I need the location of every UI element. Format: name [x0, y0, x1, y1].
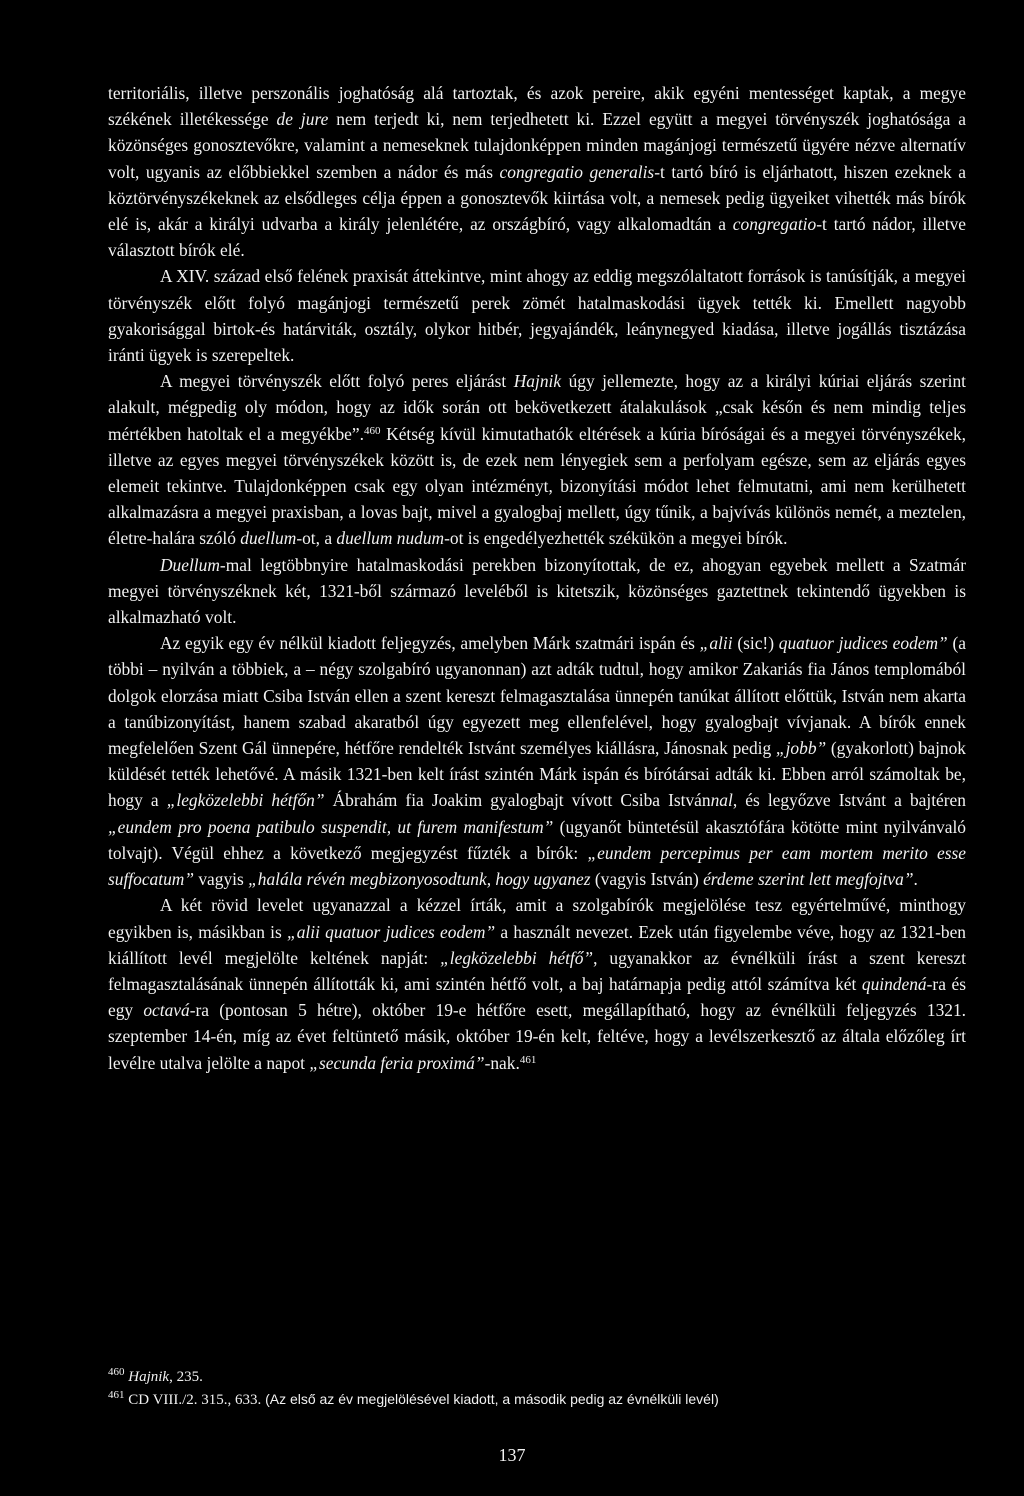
- footnotes: [108, 1366, 966, 1411]
- paragraph: Az egyik egy év nélkül kiadott feljegyzés, amelyben Márk szatmári ispán és „alii (sic!) quatuor judices eodem” (a többi – nyilván a többiek, a – négy szolgabíró ugyanonnan) azt adták tudtul, hogy amikor Zakariás fia János templomából dolgok elorzása miatt Csiba István ellen a szent kereszt felmagasztalása ünnepén tanúkat állított előttük, István nem akarta a tanúbizonyítást, hanem szabad akaratból úgy egyezett meg ellenfelével, hogy gyalogbajt vívjanak. A bírók ennek megfelelően Szent Gál ünnepére, hétfőre rendelték Istvánt személyes kiállásra, Jánosnak pedig „jobb” (gyakorlott) bajnok küldését tették lehetővé. A másik 1321-ben kelt írást szintén Márk ispán és bírótársai adták ki. Ebben arról számoltak be, hogy a „legközelebbi hétfőn” Ábrahám fia Joakim gyalogbajt vívott Csiba Istvánnal, és legyőzve Istvánt a bajtéren „eundem pro poena patibulo suspendit, ut furem manifestum” (ugyanőt büntetésül akasztófára kötötte mint nyilvánvaló tolvajt). Végül ehhez a következő megjegyzést fűzték a bírók: „eundem percepimus per eam mortem merito esse suffocatum” vagyis „halála révén megbizonyosodtunk, hogy ugyanez (vagyis István) érdeme szerint lett megfojtva”.: [108, 633, 966, 890]
- footnote-text: Hajnik, 235.: [128, 1369, 203, 1385]
- footnote-number: 460: [108, 1366, 125, 1378]
- page-number: 137: [498, 1445, 526, 1465]
- footnote: [108, 1388, 966, 1411]
- paragraph: A két rövid levelet ugyanazzal a kézzel írták, amit a szolgabírók megjelölése tesz egyértelművé, minthogy egyikben is, másikban is „alii quatuor judices eodem” a használt nevezet. Ezek után figyelembe véve, hogy az 1321-ben kiállított levél megjelölte keltének napját: „legközelebbi hétfő”, ugyanakkor az évnélküli írást a szent kereszt felmagasztalásának ünnepén állították ki, ami szintén hétfő volt, a baj határnapja pedig attól számítva két quindená-ra és egy octavá-ra (pontosan 5 hétre), október 19-e hétfőre esett, megállapítható, hogy az évnélküli feljegyzés 1321. szeptember 14-én, míg az évet feltüntető másik, október 19-én kelt, feltéve, hogy a levélszerkesztő az általa előzőleg írt levélre utalva jelölte a napot „secunda feria proximá”-nak.$^{461}$: [108, 895, 967, 1073]
- paragraph: A XIV. század első felének praxisát áttekintve, mint ahogy az eddig megszólaltatott források is tanúsítják, a megyei törvényszék előtt folyó magánjogi természetű perek zömét hatalmaskodási ügyek tették ki. Emellett nagyobb gyakorisággal birtok-és határviták, osztály, olykor hitbér, jegyajándék, leánynegyed kiadása, illetve jogállás tisztázása iránti ügyek is szerepeltek.: [108, 266, 966, 366]
- footnote-text: CD VIII./2. 315., 633. (Az első az év megjelölésével kiadott, a második pedig az évnélküli levél): [124, 1391, 719, 1408]
- footnote: [108, 1366, 966, 1388]
- paragraph: territoriális, illetve perszonális joghatóság alá tartoztak, és azok pereire, akik egyéni mentességet kaptak, a megye székének illetékessége de jure nem terjedt ki, nem terjedhetett ki. Ezzel együtt a megyei törvényszék joghatósága a közönséges gonosztevőkre, valamint a nemeseknek tulajdonképpen minden magánjogi természetű ügyére nézve alternatív volt, ugyanis az előbbiekkel szemben a nádor és más congregatio generalis-t tartó bíró is eljárhatott, hiszen ezeknek a köztörvényszékeknek az elsődleges célja éppen a gonosztevők kiirtása volt, a nemesek pedig ügyeiket vihették más bírók elé is, akár a királyi udvarba a király jelenlétére, az országbíró, vagy alkalomadtán a congregatio-t tartó nádor, illetve választott bírók elé.: [108, 83, 966, 261]
- footnote-number: 461: [108, 1389, 125, 1401]
- paragraph: A megyei törvényszék előtt folyó peres eljárást Hajnik úgy jellemezte, hogy az a királyi kúriai eljárás szerint alakult, mégpedig oly módon, hogy az idők során ott bekövetkezett átalakulások „csak későn és nem mindig teljes mértékben hatoltak el a megyékbe”.$^{460}$ Kétség kívül kimutathatók eltérések a kúria bíróságai és a megyei törvényszékek, illetve az egyes megyei törvényszékek között is, de ezek nem lényegiek sem a perfolyam egésze, sem az eljárás egyes elemeit tekintve. Tulajdonképpen csak egy olyan intézményt, bizonyítási módot lehet felmutatni, ami nem kerülhetett alkalmazásra a megyei praxisban, a lovas bajt, mivel a gyalogbaj mellett, úgy tűnik, a bajvívás különös nemét, a meztelen, életre-halára szóló duellum-ot, a duellum nudum-ot is engedélyezhették székükön a megyei bírók.: [108, 371, 966, 549]
- paragraph: Duellum-mal legtöbbnyire hatalmaskodási perekben bizonyítottak, de ez, ahogyan egyebek mellett a Szatmár megyei törvényszéknek két, 1321-ből származó leveléből is kitetszik, közönséges gaztettnek tekintendő ügyekben is alkalmazható volt.: [108, 554, 966, 628]
- body-text: [108, 80, 966, 1076]
